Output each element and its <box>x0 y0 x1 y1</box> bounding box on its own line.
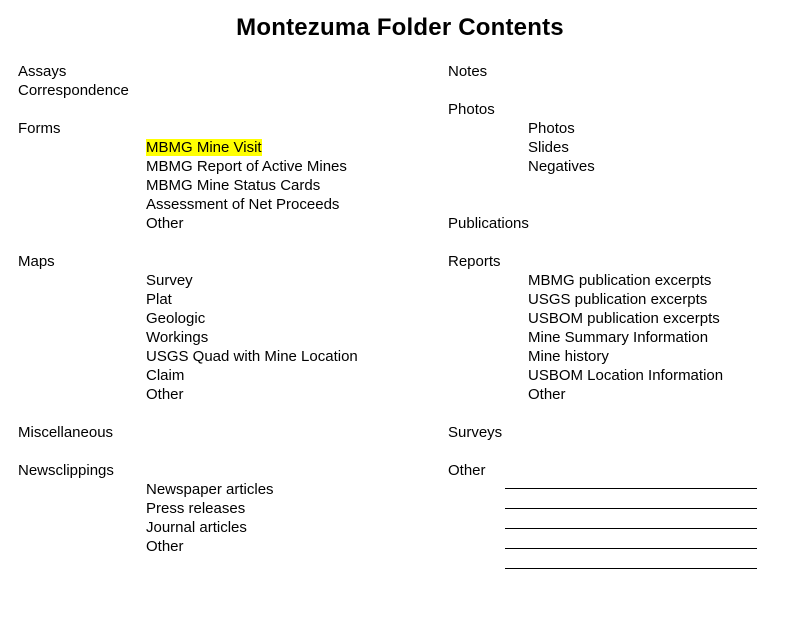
subcategory-item: Claim <box>146 367 185 384</box>
blank-write-in-lines <box>505 469 757 569</box>
spacer <box>18 100 418 119</box>
subcategory-item: MBMG Report of Active Mines <box>146 158 347 175</box>
subcategory-item: Mine history <box>528 348 609 365</box>
category-item: Other <box>448 462 486 479</box>
subcategory-item: Other <box>146 538 184 555</box>
spacer <box>448 81 788 100</box>
spacer <box>18 233 418 252</box>
category-item: Correspondence <box>18 82 129 99</box>
category-item: Surveys <box>448 424 503 441</box>
spacer <box>448 176 788 195</box>
subcategory-item: Photos <box>528 120 575 137</box>
category-item: Maps <box>18 253 55 270</box>
subcategory-item: Negatives <box>528 158 595 175</box>
subcategory-item: MBMG publication excerpts <box>528 272 712 289</box>
category-item: Forms <box>18 120 61 137</box>
blank-line[interactable] <box>505 489 757 509</box>
subcategory-item: Other <box>146 215 184 232</box>
spacer <box>448 195 788 214</box>
right-column <box>448 62 788 480</box>
blank-line[interactable] <box>505 549 757 569</box>
subcategory-item: MBMG Mine Status Cards <box>146 177 321 194</box>
subcategory-item: Journal articles <box>146 519 247 536</box>
subcategory-item: Assessment of Net Proceeds <box>146 196 340 213</box>
subcategory-item: USGS publication excerpts <box>528 291 708 308</box>
subcategory-item: Workings <box>146 329 209 346</box>
blank-line[interactable] <box>505 509 757 529</box>
spacer <box>448 442 788 461</box>
spacer <box>448 233 788 252</box>
category-item: Miscellaneous <box>18 424 114 441</box>
subcategory-item: Newspaper articles <box>146 481 274 498</box>
subcategory-item: Mine Summary Information <box>528 329 709 346</box>
category-item: Reports <box>448 253 501 270</box>
left-column <box>18 62 418 556</box>
category-item: Notes <box>448 63 488 80</box>
spacer <box>18 442 418 461</box>
subcategory-item: USBOM publication excerpts <box>528 310 720 327</box>
subcategory-item: USGS Quad with Mine Location <box>146 348 358 365</box>
subcategory-item: Survey <box>146 272 193 289</box>
subcategory-item: Plat <box>146 291 172 308</box>
category-item: Assays <box>18 63 67 80</box>
subcategory-item: Other <box>146 386 184 403</box>
subcategory-item: Slides <box>528 139 569 156</box>
category-item: Publications <box>448 215 529 232</box>
blank-line[interactable] <box>505 469 757 489</box>
subcategory-item: USBOM Location Information <box>528 367 724 384</box>
blank-line[interactable] <box>505 529 757 549</box>
spacer <box>18 404 418 423</box>
subcategory-item: Press releases <box>146 500 246 517</box>
page-title: Montezuma Folder Contents <box>236 14 564 41</box>
spacer <box>448 404 788 423</box>
subcategory-item <box>146 138 418 157</box>
category-item: Newsclippings <box>18 462 114 479</box>
subcategory-item: Geologic <box>146 310 206 327</box>
category-item: Photos <box>448 101 495 118</box>
highlighted-item: MBMG Mine Visit <box>146 139 262 156</box>
subcategory-item: Other <box>528 386 566 403</box>
